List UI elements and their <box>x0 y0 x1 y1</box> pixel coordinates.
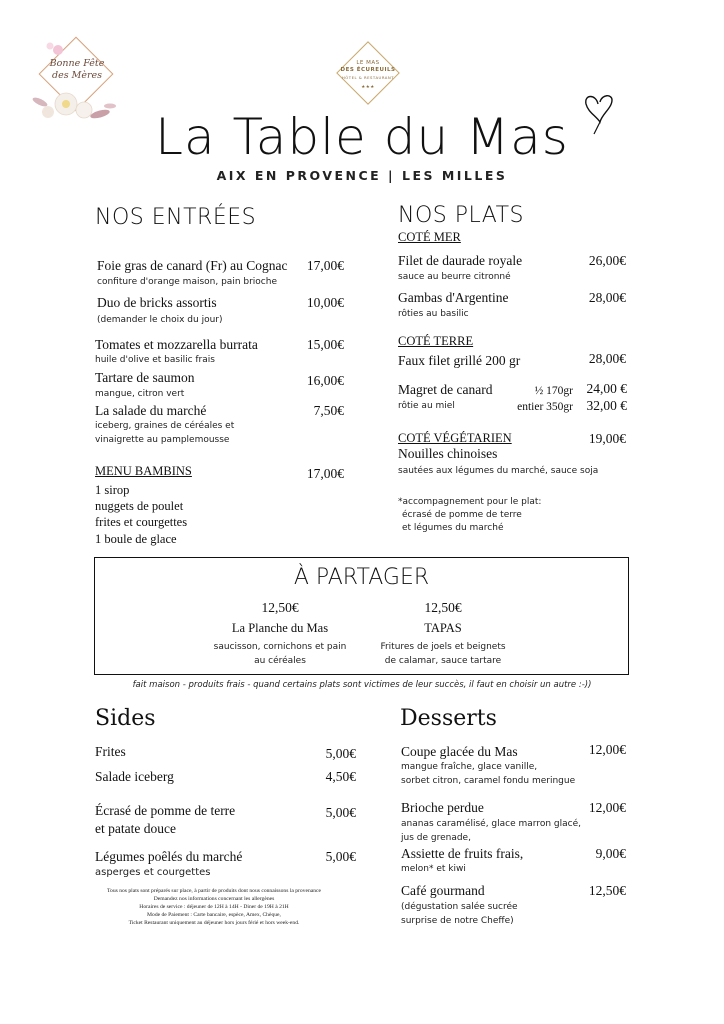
bambins-line: nuggets de poulet <box>95 499 184 513</box>
side-price: 4,50€ <box>325 769 356 784</box>
dessert-price: 12,00€ <box>588 742 626 757</box>
partager-heading: À PARTAGER <box>293 565 430 590</box>
planche-name: La Planche du Mas <box>231 621 329 635</box>
entree-price: 7,50€ <box>313 403 344 418</box>
magret-whole-label: entier 350gr <box>517 401 573 413</box>
entree-desc: (demander le choix du jour) <box>97 315 223 325</box>
cote-vegetarien-heading: COTÉ VÉGÉTARIEN <box>398 431 512 445</box>
badge-line-1: Bonne Fête <box>49 58 105 69</box>
bambins-line: frites et courgettes <box>95 515 188 529</box>
tapas-price: 12,50€ <box>424 600 462 615</box>
entree-price: 16,00€ <box>306 373 344 388</box>
plats-heading: NOS PLATS <box>398 203 525 228</box>
faux-filet-name: Faux filet grillé 200 gr <box>398 353 521 368</box>
side-name: Légumes poêlés du marché <box>95 849 243 864</box>
magret-half-label: ½ 170gr <box>534 385 573 397</box>
entree-price: 10,00€ <box>306 295 344 310</box>
desserts-heading: Desserts <box>400 706 497 731</box>
planche-price: 12,50€ <box>261 600 299 615</box>
dessert-name: Assiette de fruits frais, <box>401 846 524 861</box>
cote-terre-heading: COTÉ TERRE <box>398 334 474 348</box>
footnote-line: Tous nos plats sont préparés sur place, à partir de produits dont nous connaissons la provenance <box>107 888 321 894</box>
tapas-desc: Fritures de joels et beignets <box>380 642 506 652</box>
side-price: 5,00€ <box>325 805 356 820</box>
dessert-price: 12,50€ <box>588 883 626 898</box>
entree-price: 15,00€ <box>306 337 344 352</box>
logo-line-1: LE MAS <box>356 60 380 66</box>
magret-whole-price: 32,00 € <box>586 398 627 413</box>
magret-half-price: 24,00 € <box>586 381 627 396</box>
plat-name: Filet de daurade royale <box>398 253 523 268</box>
menu-bambins-price: 17,00€ <box>306 466 344 481</box>
plat-price: 26,00€ <box>588 253 626 268</box>
entree-name: Foie gras de canard (Fr) au Cognac <box>97 258 288 273</box>
restaurant-location: AIX EN PROVENCE | LES MILLES <box>216 168 508 183</box>
vegetarien-desc: sautées aux légumes du marché, sauce soja <box>398 466 599 476</box>
dessert-desc: surprise de notre Cheffe) <box>401 916 514 926</box>
footnote-line: Ticket Restaurant uniquement au déjeuner hors jours férié et hors week-end. <box>128 920 300 926</box>
dessert-name: Brioche perdue <box>401 800 484 815</box>
dessert-name: Coupe glacée du Mas <box>401 744 518 759</box>
footnote-line: Mode de Paiement : Carte bancaire, espèce, Amex, Chèque, <box>147 912 281 918</box>
entree-name: Duo de bricks assortis <box>97 295 217 310</box>
dessert-desc: jus de grenade, <box>401 833 471 843</box>
side-desc: asperges et courgettes <box>95 867 211 878</box>
accompagnement-note: *accompagnement pour le plat: <box>398 497 542 507</box>
sides-heading: Sides <box>95 706 156 731</box>
logo-line-2: DES ÉCUREUILS <box>340 67 396 73</box>
side-price: 5,00€ <box>325 746 356 761</box>
entree-desc: confiture d'orange maison, pain brioche <box>97 277 277 287</box>
magret-name: Magret de canard <box>398 382 493 397</box>
side-name: Écrasé de pomme de terre <box>95 803 236 818</box>
vegetarien-price: 19,00€ <box>588 431 626 446</box>
entree-desc: mangue, citron vert <box>95 389 185 399</box>
dessert-desc: sorbet citron, caramel fondu meringue <box>401 776 576 786</box>
dessert-price: 9,00€ <box>595 846 626 861</box>
entree-desc: iceberg, graines de céréales et <box>95 421 235 431</box>
badge-line-2: des Mères <box>52 70 102 81</box>
side-name: Salade iceberg <box>95 769 174 784</box>
side-price: 5,00€ <box>325 849 356 864</box>
entree-desc: vinaigrette au pamplemousse <box>95 435 230 445</box>
plat-desc: sauce au beurre citronné <box>398 272 511 282</box>
entrees-heading: NOS ENTRÉES <box>95 205 257 230</box>
planche-desc: au céréales <box>254 656 306 666</box>
entree-name: La salade du marché <box>95 403 207 418</box>
cote-mer-heading: COTÉ MER <box>398 230 461 244</box>
dessert-desc: (dégustation salée sucrée <box>401 902 518 912</box>
house-tagline: fait maison - produits frais - quand certains plats sont victimes de leur succès, il faut en choisir un autre :-)) <box>132 680 592 690</box>
planche-desc: saucisson, cornichons et pain <box>213 642 347 652</box>
vegetarien-name: Nouilles chinoises <box>398 446 498 461</box>
bambins-line: 1 sirop <box>95 483 130 497</box>
faux-filet-price: 28,00€ <box>588 351 626 366</box>
accompagnement-line: et légumes du marché <box>402 523 504 533</box>
plat-name: Gambas d'Argentine <box>398 290 509 305</box>
plat-price: 28,00€ <box>588 290 626 305</box>
magret-desc: rôtie au miel <box>398 401 455 411</box>
dessert-desc: mangue fraîche, glace vanille, <box>401 762 538 772</box>
footnote-line: Demandez nos informations concernant les allergènes <box>153 896 275 902</box>
hotel-logo <box>333 38 403 108</box>
tapas-name: TAPAS <box>424 621 462 635</box>
dessert-price: 12,00€ <box>588 800 626 815</box>
entree-name: Tomates et mozzarella burrata <box>95 337 258 352</box>
logo-line-4: ★★★ <box>361 85 375 90</box>
service-info <box>84 887 344 927</box>
entree-desc: huile d'olive et basilic frais <box>95 355 215 365</box>
dessert-desc: ananas caramélisé, glace marron glacé, <box>401 819 581 829</box>
logo-line-3: HÔTEL & RESTAURANT <box>341 75 395 80</box>
entree-name: Tartare de saumon <box>95 370 195 385</box>
plat-desc: rôties au basilic <box>398 309 469 319</box>
dessert-desc: melon* et kiwi <box>401 864 466 874</box>
tapas-desc: de calamar, sauce tartare <box>384 656 502 666</box>
footnote-line: Horaires de service : déjeuner de 12H à 14H - Diner de 19H à 21H <box>139 904 289 910</box>
side-name-line2: et patate douce <box>95 821 176 836</box>
restaurant-title: La Table du Mas <box>155 108 569 166</box>
accompagnement-line: écrasé de pomme de terre <box>402 510 522 520</box>
bambins-line: 1 boule de glace <box>95 532 177 546</box>
dessert-name: Café gourmand <box>401 883 485 898</box>
entree-price: 17,00€ <box>306 258 344 273</box>
menu-bambins-heading: MENU BAMBINS <box>95 464 192 478</box>
side-name: Frites <box>95 744 126 759</box>
